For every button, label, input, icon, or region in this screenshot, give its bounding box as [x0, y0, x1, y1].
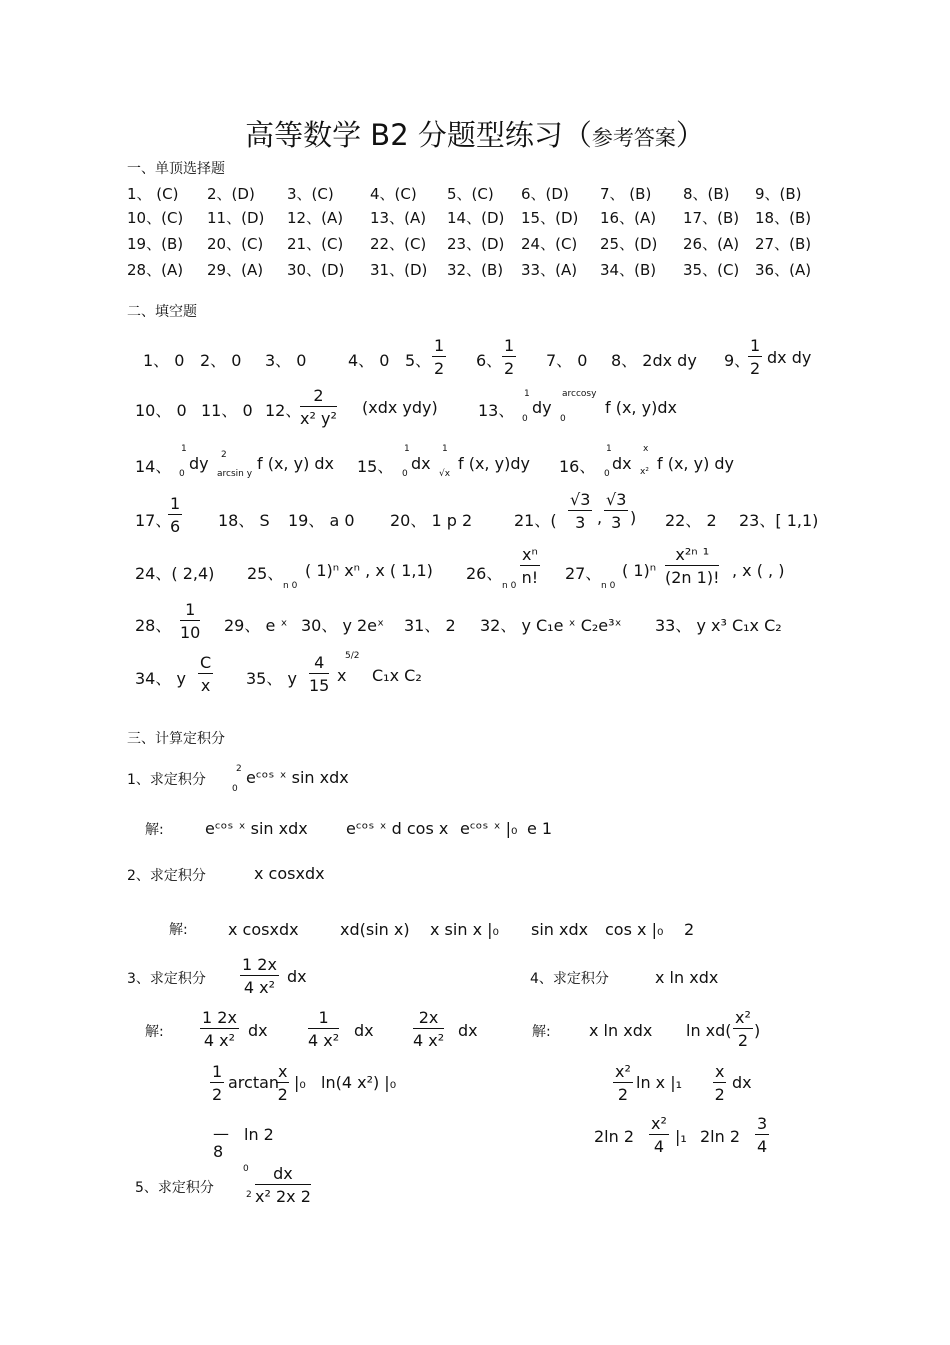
q4-sol-end: ) [754, 1021, 761, 1040]
fill-5-label: 5、 [405, 351, 432, 370]
q1-sol-2: eᶜᵒˢ ˣ d cos x [346, 819, 449, 838]
fill-9-rest: dx dy [767, 348, 812, 367]
fill-8: 8、 2dx dy [611, 351, 697, 370]
q2-solution-label: 解: [169, 922, 188, 938]
fill-35-rest: C₁x C₂ [372, 666, 422, 685]
q5-label: 5、求定积分 [135, 1180, 214, 1196]
fill-19: 19、 a 0 [288, 511, 355, 530]
q1-label: 1、求定积分 [127, 772, 206, 788]
mcq-answer: 29、(A) [207, 261, 264, 279]
q5-fraction: $\frac{dx}{\text{x² 2x 2}}$ [255, 1164, 311, 1206]
q3-sol-dx1: dx [248, 1021, 268, 1040]
fill-22: 22、 2 [665, 511, 717, 530]
mcq-answer: 8、(B) [683, 185, 730, 203]
mcq-answer: 21、(C) [287, 235, 344, 253]
fill-14-rest: f (x, y) dx [257, 454, 335, 473]
section-calc-heading: 三、计算定积分 [127, 731, 225, 747]
mcq-answer: 25、(D) [600, 235, 658, 253]
q4-sol-2: ln xd( [686, 1021, 732, 1040]
mcq-answer: 7、 (B) [600, 185, 652, 203]
fill-5-fraction: $\frac{1}{2}$ [434, 336, 445, 378]
mcq-answer: 26、(A) [683, 235, 740, 253]
fill-16-label: 16、 [559, 457, 596, 476]
fill-30: 30、 y 2eˣ [301, 616, 385, 635]
fill-27-sum-index: n 0 [601, 581, 616, 591]
mcq-answer: 30、(D) [287, 261, 345, 279]
fill-21-end: ) [630, 508, 637, 527]
q1-lower: 0 [232, 784, 238, 794]
fill-21-label: 21、( [514, 511, 557, 530]
mcq-answer: 6、(D) [521, 185, 569, 203]
fill-3: 3、 0 [265, 351, 307, 370]
fill-35-fraction: $\frac{4}{15}$ [309, 653, 330, 695]
q1-sol-4: e 1 [527, 819, 553, 838]
q2-sol-3: x sin x |₀ [430, 920, 499, 939]
mcq-answer: 9、(B) [755, 185, 802, 203]
fill-14-upper2: 2 [221, 450, 227, 460]
q3-sol-frac1: $\frac{1}{\text{4 x²}}$ [308, 1008, 340, 1050]
q5-lower: 2 [246, 1190, 252, 1200]
fill-6-label: 6、 [476, 351, 503, 370]
fill-13-upper2: arccosy [562, 389, 597, 399]
fill-25-label: 25、 [247, 564, 284, 583]
fill-28-fraction: $\frac{1}{10}$ [180, 600, 201, 642]
q3-line3-bar: — [213, 1124, 229, 1143]
section-fill-heading: 二、填空题 [127, 304, 197, 320]
fill-32: 32、 y C₁e ˣ C₂e³ˣ [480, 616, 622, 635]
fill-14-dy: dy [189, 454, 209, 473]
mcq-answer: 18、(B) [755, 209, 812, 227]
q4-line3-34: $\frac{3}{4}$ [757, 1114, 768, 1156]
fill-16-upper: 1 [606, 444, 612, 454]
fill-34-label: 34、 y [135, 669, 186, 688]
fill-27-label: 27、 [565, 564, 602, 583]
q3-solution-label: 解: [145, 1024, 164, 1040]
fill-27-fraction: $\frac{\text{x²ⁿ ¹}}{(2n 1)!}$ [665, 545, 720, 587]
q4-line3-eval: |₁ [675, 1127, 687, 1146]
mcq-answer: 3、(C) [287, 185, 334, 203]
q4-line2-dx: dx [732, 1073, 752, 1092]
fill-35-label: 35、 y [246, 669, 297, 688]
fill-12-fraction: $\frac{2}{\text{x² y²}}$ [300, 386, 337, 428]
fill-14-label: 14、 [135, 457, 172, 476]
mcq-answer: 13、(A) [370, 209, 427, 227]
fill-16-upper2: x [643, 444, 649, 454]
fill-33: 33、 y x³ C₁x C₂ [655, 616, 782, 635]
fill-15-upper: 1 [404, 444, 410, 454]
q3-line3-8: 8 [213, 1142, 224, 1161]
fill-27-sign: ( 1)ⁿ [622, 561, 657, 580]
q1-sol-3: eᶜᵒˢ ˣ |₀ [460, 819, 518, 838]
q3-line2-xhalf: $\frac{x}{2}$ [277, 1062, 288, 1104]
fill-4: 4、 0 [348, 351, 390, 370]
q1-upper: 2 [236, 764, 242, 774]
q4-label: 4、求定积分 [530, 971, 609, 987]
fill-28-label: 28、 [135, 616, 172, 635]
page-title [0, 113, 950, 154]
mcq-answer: 15、(D) [521, 209, 579, 227]
fill-13-upper: 1 [524, 389, 530, 399]
mcq-answer: 19、(B) [127, 235, 184, 253]
fill-24: 24、( 2,4) [135, 564, 215, 583]
q3-sol-dx3: dx [458, 1021, 478, 1040]
mcq-answer: 32、(B) [447, 261, 504, 279]
q4-line2-ln: ln x |₁ [636, 1073, 683, 1092]
mcq-answer: 1、 (C) [127, 185, 179, 203]
fill-14-lower2: arcsin y [217, 469, 253, 479]
mcq-answer: 5、(C) [447, 185, 494, 203]
q4-sol-1: x ln xdx [589, 1021, 653, 1040]
q1-expression: eᶜᵒˢ ˣ sin xdx [246, 768, 349, 787]
mcq-answer: 31、(D) [370, 261, 428, 279]
fill-15-lower2: √x [439, 469, 451, 479]
q3-sol-dx2: dx [354, 1021, 374, 1040]
fill-21-comma: , [597, 508, 603, 527]
fill-27-rest: , x ( , ) [732, 561, 785, 580]
fill-11: 11、 0 [201, 401, 253, 420]
mcq-answer: 12、(A) [287, 209, 344, 227]
fill-21-frac-a: $\frac{√3}{3}$ [570, 490, 591, 532]
section-mcq-heading: 一、单顶选择题 [127, 161, 225, 177]
fill-17-label: 17、 [135, 511, 172, 530]
q3-fraction: $\frac{1 2x}{\text{4 x²}}$ [242, 955, 277, 997]
fill-10: 10、 0 [135, 401, 187, 420]
mcq-answer: 28、(A) [127, 261, 184, 279]
q4-expression: x ln xdx [655, 968, 719, 987]
fill-15-rest: f (x, y)dy [458, 454, 530, 473]
fill-34-fraction: $\frac{C}{x}$ [200, 653, 212, 695]
fill-15-upper2: 1 [442, 444, 448, 454]
fill-15-lower: 0 [402, 469, 408, 479]
fill-16-lower2: x² [640, 467, 649, 477]
q2-sol-2: xd(sin x) [340, 920, 410, 939]
mcq-answer: 22、(C) [370, 235, 427, 253]
mcq-answer: 11、(D) [207, 209, 265, 227]
q3-line2-ln: ln(4 x²) |₀ [321, 1073, 397, 1092]
mcq-answer: 16、(A) [600, 209, 657, 227]
q4-line3-b: 2ln 2 [700, 1127, 741, 1146]
q3-label: 3、求定积分 [127, 971, 206, 987]
fill-13-dy: dy [532, 398, 552, 417]
q4-line2-frac: $\frac{\text{x²}}{2}$ [615, 1062, 631, 1104]
mcq-answer: 10、(C) [127, 209, 184, 227]
fill-26-sum-index: n 0 [502, 581, 517, 591]
q2-label: 2、求定积分 [127, 868, 206, 884]
fill-15-dx: dx [411, 454, 431, 473]
fill-25-rest: ( 1)ⁿ xⁿ , x ( 1,1) [305, 561, 433, 580]
q3-line2-eval: |₀ [294, 1073, 306, 1092]
q2-sol-5: cos x |₀ [605, 920, 664, 939]
fill-1: 1、 0 [143, 351, 185, 370]
fill-2: 2、 0 [200, 351, 242, 370]
fill-13-lower2: 0 [560, 414, 566, 424]
q4-sol-frac: $\frac{\text{x²}}{2}$ [735, 1008, 751, 1050]
mcq-answer: 36、(A) [755, 261, 812, 279]
q3-sol-frac2: $\frac{2x}{\text{4 x²}}$ [413, 1008, 445, 1050]
fill-16-rest: f (x, y) dy [657, 454, 735, 473]
fill-6-fraction: $\frac{1}{2}$ [504, 336, 515, 378]
fill-14-lower: 0 [179, 469, 185, 479]
fill-26-label: 26、 [466, 564, 503, 583]
title-end: ） [675, 118, 705, 152]
fill-35-exponent: 5/2 [345, 651, 360, 661]
fill-13-lower: 0 [522, 414, 528, 424]
fill-13-rest: f (x, y)dx [605, 398, 677, 417]
fill-25-sum-index: n 0 [283, 581, 298, 591]
mcq-answer: 33、(A) [521, 261, 578, 279]
mcq-answer: 34、(B) [600, 261, 657, 279]
fill-7: 7、 0 [546, 351, 588, 370]
fill-17-fraction: $\frac{1}{6}$ [170, 494, 181, 536]
fill-15-label: 15、 [357, 457, 394, 476]
fill-29: 29、 e ˣ [224, 616, 288, 635]
fill-16-lower: 0 [604, 469, 610, 479]
q3-sol-frac: $\frac{1 2x}{\text{4 x²}}$ [202, 1008, 237, 1050]
fill-9-label: 9、 [724, 351, 751, 370]
q3-line2-arctan: arctan [228, 1073, 280, 1092]
fill-35-x: x [337, 666, 347, 685]
q2-sol-4: sin xdx [531, 920, 589, 939]
fill-21-frac-b: $\frac{√3}{3}$ [606, 490, 627, 532]
fill-9-fraction: $\frac{1}{2}$ [750, 336, 761, 378]
fill-16-dx: dx [612, 454, 632, 473]
mcq-answer: 20、(C) [207, 235, 264, 253]
mcq-answer: 4、(C) [370, 185, 417, 203]
fill-26-fraction: $\frac{\text{xⁿ}}{n!}$ [521, 545, 539, 587]
fill-31: 31、 2 [404, 616, 456, 635]
title-sub: 参考答案 [591, 126, 676, 150]
fill-18: 18、 S [218, 511, 270, 530]
q4-line3-frac: $\frac{\text{x²}}{4}$ [651, 1114, 667, 1156]
q4-solution-label: 解: [532, 1024, 551, 1040]
mcq-answer: 2、(D) [207, 185, 255, 203]
title-main: 高等数学 B2 分题型练习（ [245, 118, 592, 152]
fill-13-label: 13、 [478, 401, 515, 420]
q1-solution-label: 解: [145, 822, 164, 838]
q5-upper: 0 [243, 1164, 249, 1174]
q3-dx: dx [287, 967, 307, 986]
q4-line3-a: 2ln 2 [594, 1127, 635, 1146]
mcq-answer: 35、(C) [683, 261, 740, 279]
q4-line2-frac2: $\frac{x}{2}$ [714, 1062, 725, 1104]
mcq-answer: 14、(D) [447, 209, 505, 227]
fill-12-label: 12、 [265, 401, 302, 420]
q3-line3-ln2: ln 2 [244, 1125, 274, 1144]
q3-line2-half: $\frac{1}{2}$ [212, 1062, 223, 1104]
fill-20: 20、 1 p 2 [390, 511, 473, 530]
fill-23: 23、[ 1,1) [739, 511, 819, 530]
fill-12-rest: (xdx ydy) [362, 398, 438, 417]
mcq-answer: 27、(B) [755, 235, 812, 253]
mcq-answer: 23、(D) [447, 235, 505, 253]
fill-14-upper: 1 [181, 444, 187, 454]
mcq-answer: 17、(B) [683, 209, 740, 227]
q2-expression: x cosxdx [254, 864, 325, 883]
q2-sol-1: x cosxdx [228, 920, 299, 939]
q2-sol-6: 2 [684, 920, 695, 939]
q1-sol-1: eᶜᵒˢ ˣ sin xdx [205, 819, 308, 838]
mcq-answer: 24、(C) [521, 235, 578, 253]
